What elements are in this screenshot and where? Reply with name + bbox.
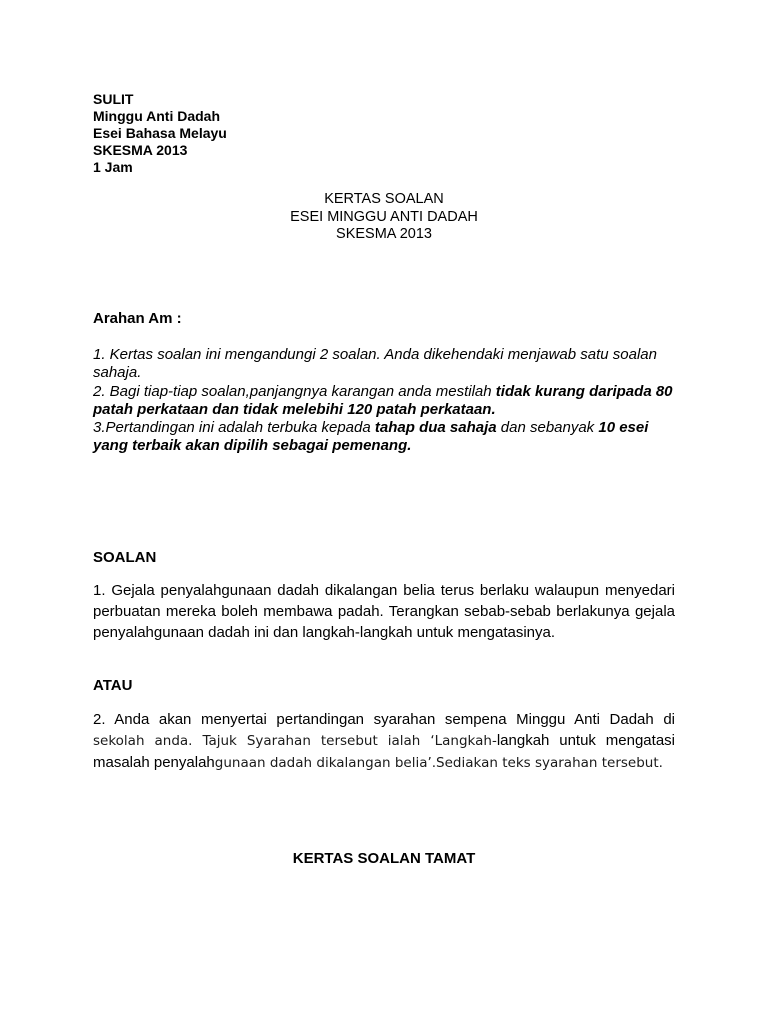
instruction-item-2-text: 2. Bagi tiap-tiap soalan,panjangnya karangan anda mestilah	[93, 382, 496, 400]
question-2-part-1: 2. Anda akan menyertai pertandingan syarahan sempena Minggu Anti Dadah di	[93, 711, 675, 728]
question-2-part-2: sekolah anda. Tajuk Syarahan tersebut ialah ‘Langkah-	[93, 733, 497, 749]
questions-heading: SOALAN	[93, 549, 157, 566]
document-title	[0, 191, 768, 244]
instruction-item-3	[93, 419, 683, 456]
header-duration: 1 Jam	[93, 159, 133, 175]
questions-separator: ATAU	[93, 677, 133, 694]
instruction-item-2	[93, 383, 683, 420]
title-line-3: SKESMA 2013	[336, 226, 432, 242]
header-classification: SULIT	[93, 91, 134, 107]
header-subject: Esei Bahasa Melayu	[93, 125, 227, 141]
instruction-item-3-text-mid: dan sebanyak	[496, 419, 599, 437]
instruction-item-3-emphasis-1: tahap dua sahaja	[374, 419, 497, 437]
header-event: Minggu Anti Dadah	[93, 108, 221, 124]
question-2-part-3: langkah untuk mengatasi masalah penyalah	[93, 732, 675, 771]
title-line-2: ESEI MINGGU ANTI DADAH	[290, 208, 478, 225]
header-organizer: SKESMA 2013	[93, 142, 188, 158]
instructions-heading: Arahan Am :	[93, 310, 182, 327]
question-2	[93, 709, 675, 774]
end-of-paper: KERTAS SOALAN TAMAT	[292, 850, 476, 867]
instruction-item-3-text: 3.Pertandingan ini adalah terbuka kepada	[93, 419, 375, 437]
document-header	[93, 91, 227, 176]
instruction-item-2-emphasis: tidak kurang daripada 80 patah perkataan dan tidak melebihi 120 patah perkataan.	[93, 382, 673, 418]
question-2-part-4: gunaan dadah dikalangan belia’.Sediakan teks syarahan tersebut.	[214, 755, 663, 771]
question-1: 1. Gejala penyalahgunaan dadah dikalangan belia terus berlaku walaupun menyedari perbuatan mereka boleh membawa padah. Terangkan sebab-sebab berlakunya gejala penyalahgunaan dadah ini dan langkah-langkah untuk mengatasinya.	[93, 582, 675, 641]
instruction-item-3-emphasis-2: 10 esei yang terbaik akan dipilih sebagai pemenang.	[93, 419, 649, 455]
instruction-item-1: 1. Kertas soalan ini mengandungi 2 soalan. Anda dikehendaki menjawab satu soalan sahaja.	[93, 346, 657, 382]
title-line-1: KERTAS SOALAN	[324, 191, 444, 207]
instructions-list	[93, 346, 683, 456]
